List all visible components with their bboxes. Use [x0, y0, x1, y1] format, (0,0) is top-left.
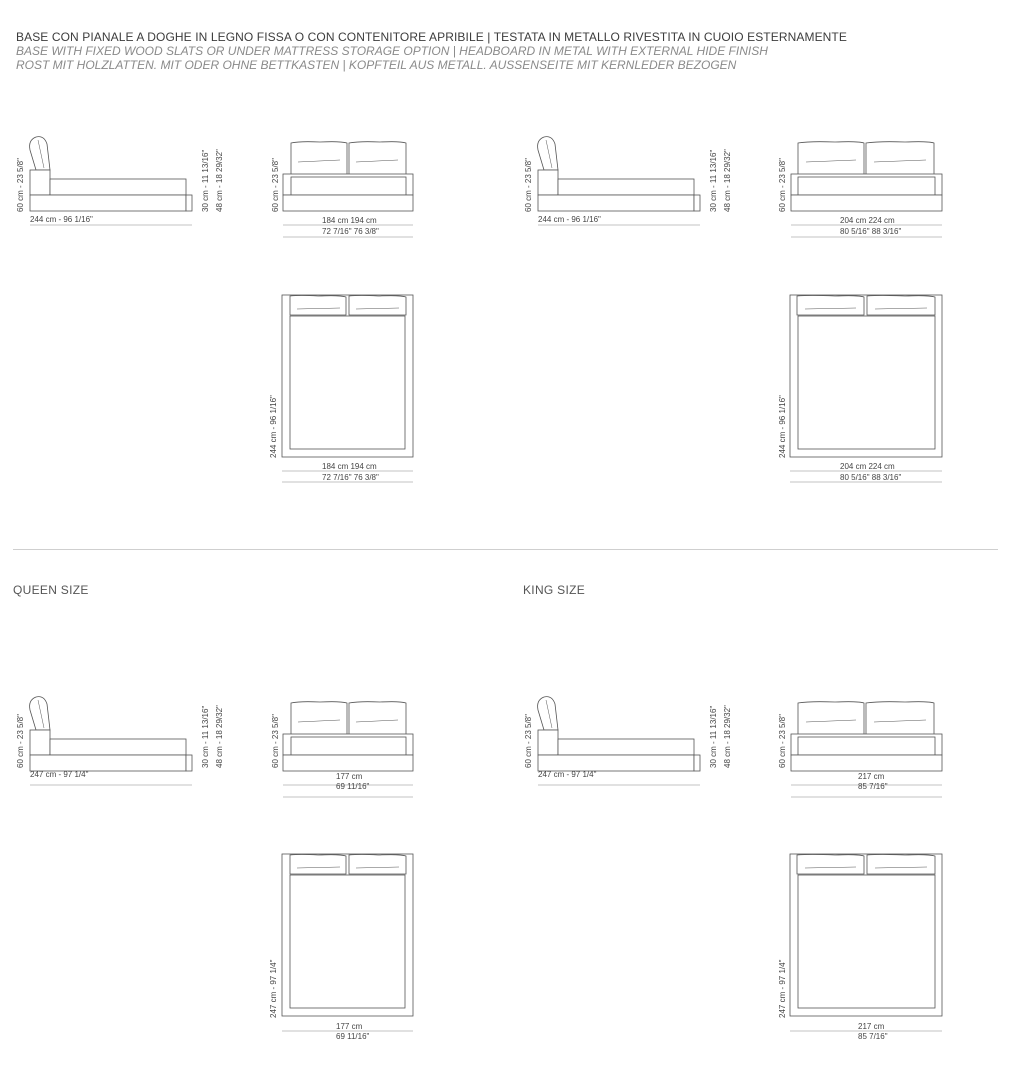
queen-front-height: 60 cm - 23 5/8" [271, 714, 280, 768]
header-german: ROST MIT HOLZLATTEN. MIT ODER OHNE BETTKASTEN | KOPFTEIL AUS METALL. AUSSENSEITE MIT KERNLEDER BEZOGEN [16, 58, 737, 72]
queen-side-height-right-1: 30 cm - 11 13/16" [201, 705, 210, 768]
king-front-width-cm: 217 cm [858, 772, 885, 781]
king-plan-length: 247 cm - 97 1/4" [778, 959, 787, 1018]
tl-plan-length: 244 cm - 96 1/16" [269, 395, 278, 458]
header-english: BASE WITH FIXED WOOD SLATS OR UNDER MATTRESS STORAGE OPTION | HEADBOARD IN METAL WITH EXTERNAL HIDE FINISH [16, 44, 768, 58]
king-size-label: KING SIZE [523, 583, 586, 597]
top-right-side-view [538, 137, 700, 225]
tl-side-height-right-2: 48 cm - 18 29/32" [215, 149, 224, 212]
tr-plan-length: 244 cm - 96 1/16" [778, 395, 787, 458]
tl-front-height: 60 cm - 23 5/8" [271, 158, 280, 212]
tr-plan-width-in: 80 5/16" 88 3/16" [840, 473, 902, 482]
top-left-plan-view [282, 295, 413, 482]
tr-side-height-left: 60 cm - 23 5/8" [524, 158, 533, 212]
top-left-side-view [30, 137, 192, 225]
queen-front-width-cm: 177 cm [336, 772, 363, 781]
tr-plan-width-cm: 204 cm 224 cm [840, 462, 895, 471]
top-right-plan-view [790, 295, 942, 482]
tl-plan-width-cm: 184 cm 194 cm [322, 462, 377, 471]
king-front-height: 60 cm - 23 5/8" [778, 714, 787, 768]
queen-plan-width-in: 69 11/16" [336, 1032, 370, 1041]
tl-side-height-right-1: 30 cm - 11 13/16" [201, 149, 210, 212]
queen-plan-length: 247 cm - 97 1/4" [269, 959, 278, 1018]
tr-front-height: 60 cm - 23 5/8" [778, 158, 787, 212]
queen-side-height-left: 60 cm - 23 5/8" [16, 714, 25, 768]
tl-side-height-left: 60 cm - 23 5/8" [16, 158, 25, 212]
king-side-height-right-1: 30 cm - 11 13/16" [709, 705, 718, 768]
king-plan-width-cm: 217 cm [858, 1022, 885, 1031]
tl-side-length: 244 cm - 96 1/16" [30, 215, 93, 224]
king-side-length: 247 cm - 97 1/4" [538, 770, 597, 779]
tl-front-width-in: 72 7/16" 76 3/8" [322, 227, 379, 236]
queen-side-length: 247 cm - 97 1/4" [30, 770, 89, 779]
king-plan-width-in: 85 7/16" [858, 1032, 888, 1041]
king-front-width-in: 85 7/16" [858, 782, 888, 791]
queen-side-height-right-2: 48 cm - 18 29/32" [215, 705, 224, 768]
tr-side-height-right-1: 30 cm - 11 13/16" [709, 149, 718, 212]
tr-front-width-in: 80 5/16" 88 3/16" [840, 227, 902, 236]
tl-front-width-cm: 184 cm 194 cm [322, 216, 377, 225]
tr-side-length: 244 cm - 96 1/16" [538, 215, 601, 224]
tl-plan-width-in: 72 7/16" 76 3/8" [322, 473, 379, 482]
king-plan-view [790, 854, 942, 1031]
header-italian: BASE CON PIANALE A DOGHE IN LEGNO FISSA O CON CONTENITORE APRIBILE | TESTATA IN METALLO RIVESTITA IN CUOIO ESTERNAMENTE [16, 30, 847, 44]
queen-size-label: QUEEN SIZE [13, 583, 89, 597]
tr-front-width-cm: 204 cm 224 cm [840, 216, 895, 225]
king-side-height-right-2: 48 cm - 18 29/32" [723, 705, 732, 768]
queen-plan-view [282, 854, 413, 1031]
king-side-height-left: 60 cm - 23 5/8" [524, 714, 533, 768]
queen-front-width-in: 69 11/16" [336, 782, 370, 791]
tr-side-height-right-2: 48 cm - 18 29/32" [723, 149, 732, 212]
queen-plan-width-cm: 177 cm [336, 1022, 363, 1031]
